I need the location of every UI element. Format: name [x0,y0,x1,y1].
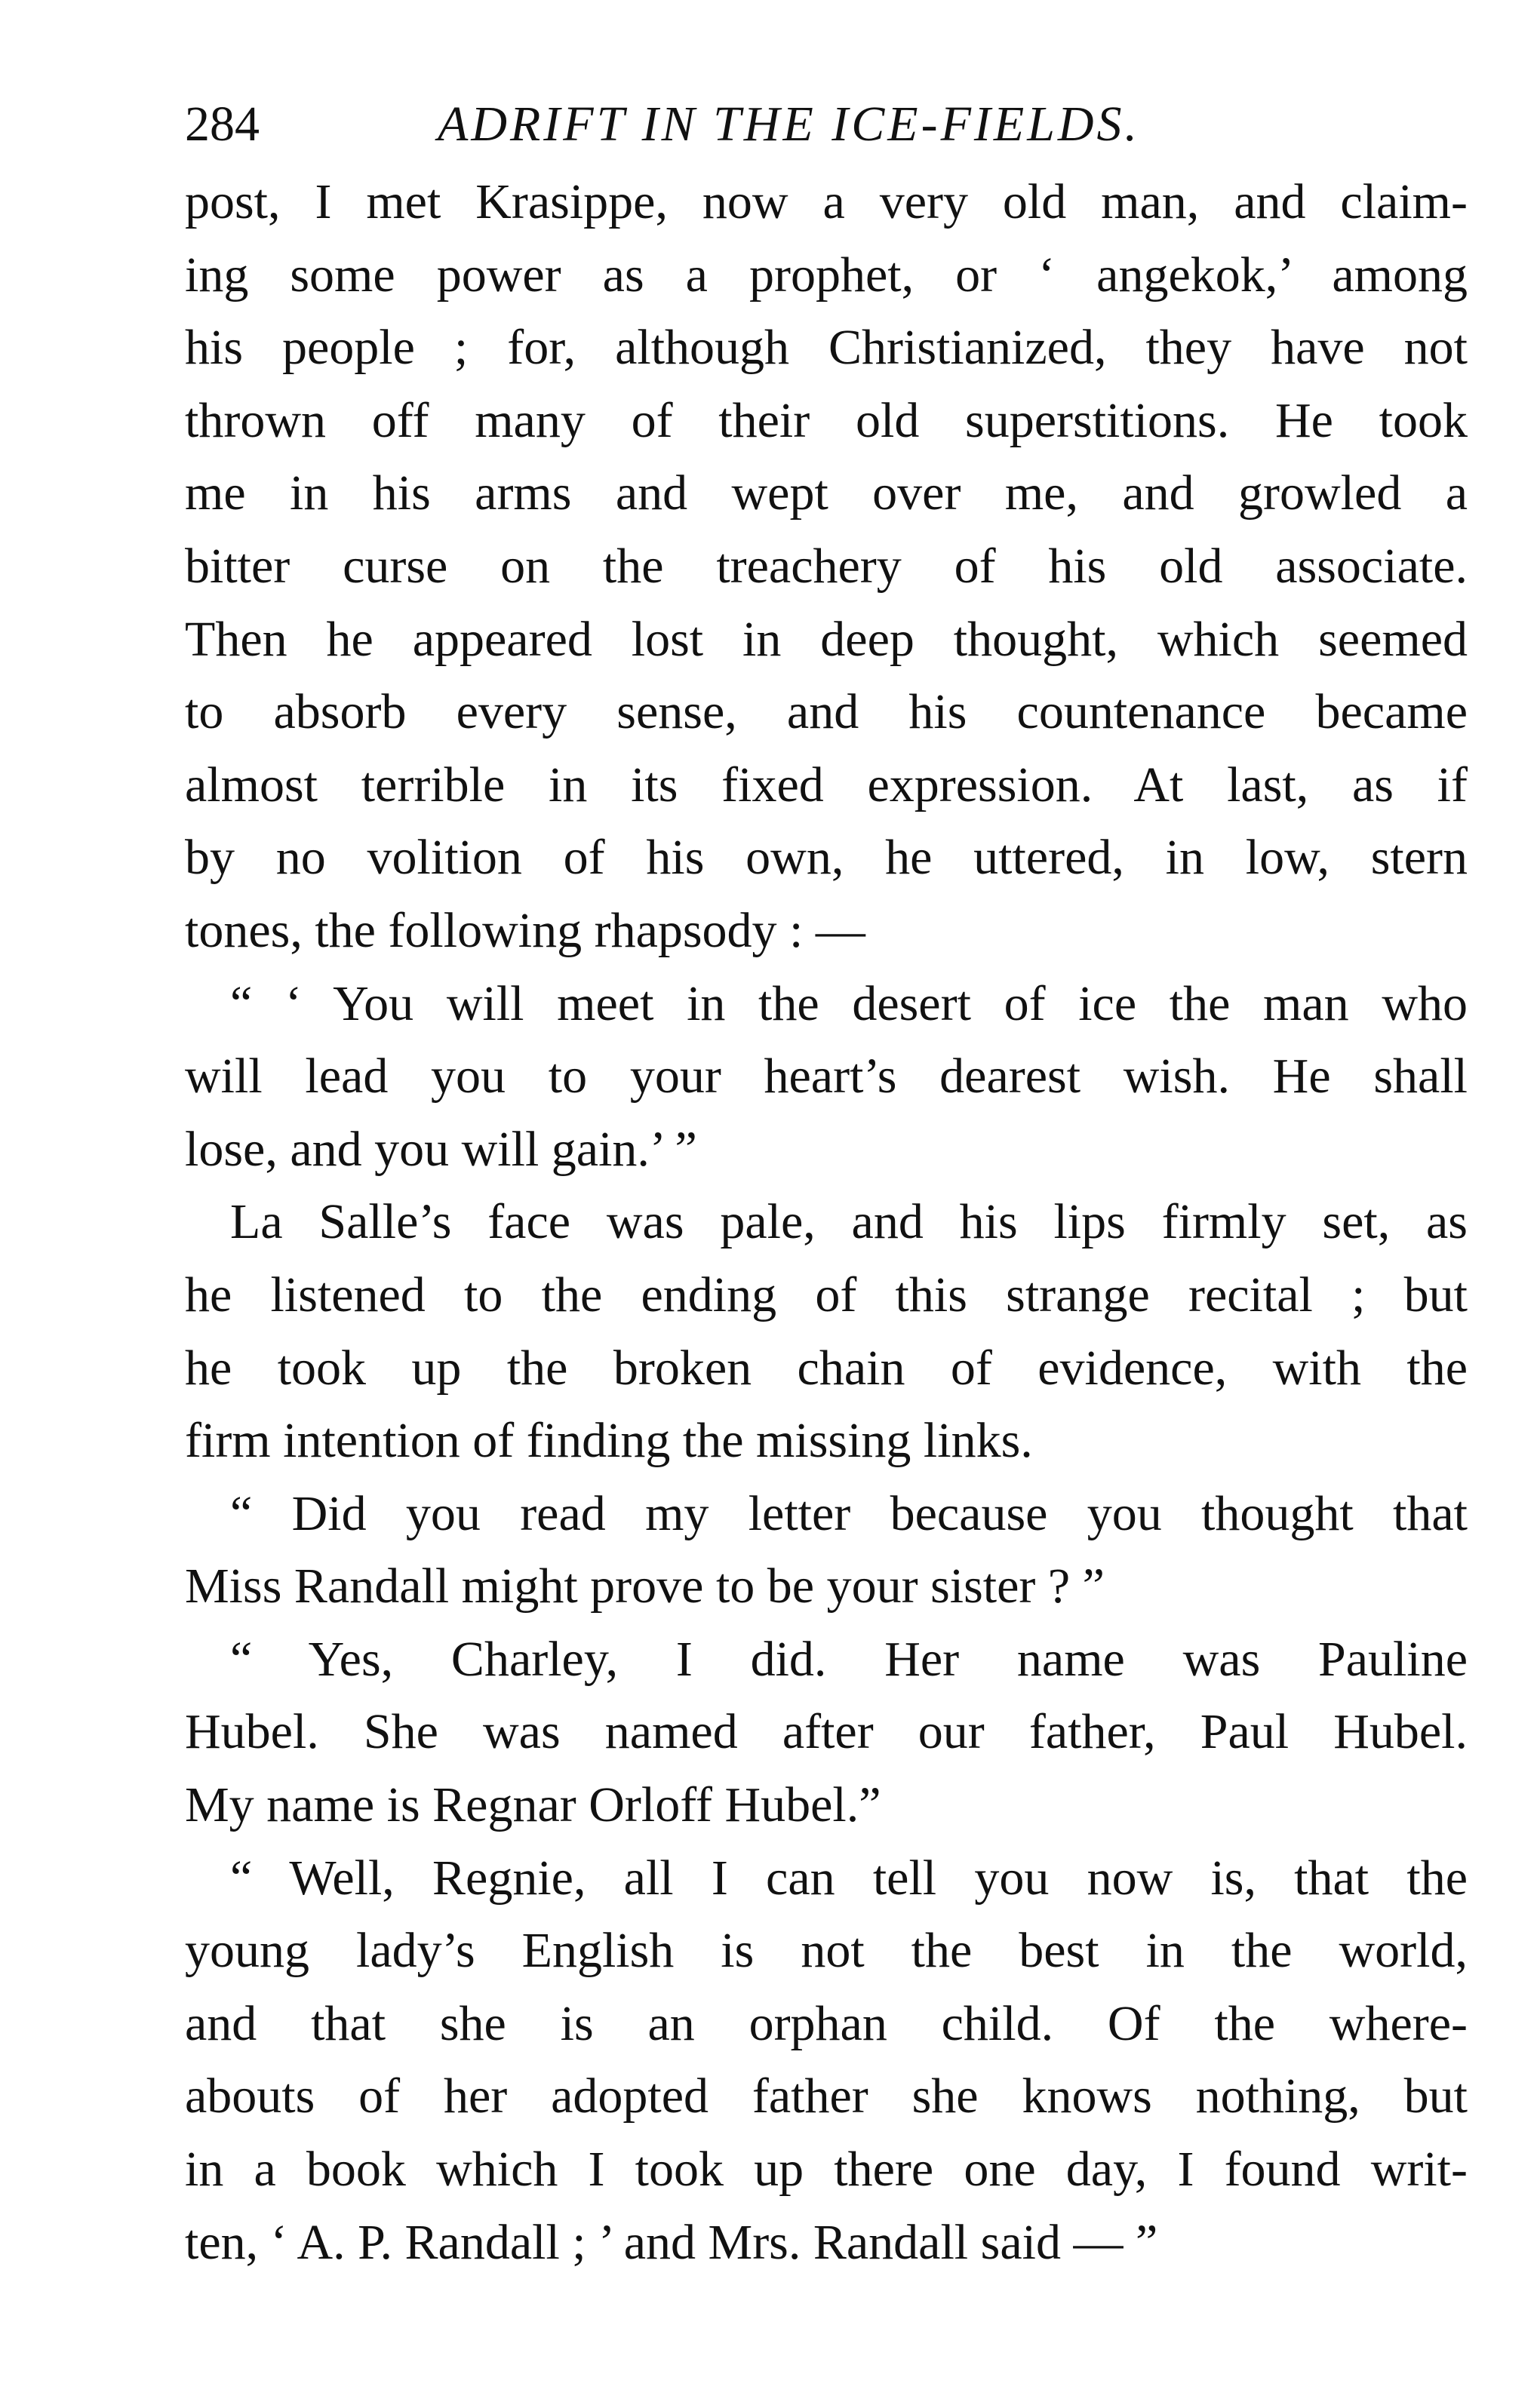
text-line: ten, ‘ A. P. Randall ; ’ and Mrs. Randall said — ” [185,2214,1158,2270]
text-line: lose, and you will gain.’ ” [185,1121,697,1177]
text-line: firm intention of finding the missing links. [185,1413,1033,1469]
text-line: “ Well, Regnie, all I can tell you now is, that the [230,1850,1468,1906]
text-line: tones, the following rhapsody : — [185,902,865,958]
text-line: in a book which I took up there one day, I found writ- [185,2142,1468,2198]
text-line: me in his arms and wept over me, and growled a [185,465,1468,521]
page-number: 284 [185,97,260,152]
text-line: almost terrible in its fixed expression. At last, as if [185,757,1468,812]
text-line: La Salle’s face was pale, and his lips firmly set, as [230,1194,1468,1250]
text-line: ing some power as a prophet, or ‘ angekok,’ among [185,247,1468,303]
text-line: Miss Randall might prove to be your sister ? ” [185,1559,1105,1614]
text-line: young lady’s English is not the best in the world, [185,1923,1468,1979]
body-text [185,166,1468,2279]
book-page [185,83,1468,2279]
text-line: My name is Regnar Orloff Hubel.” [185,1777,881,1833]
running-head [185,83,1468,166]
text-line: thrown off many of their old superstitions. He took [185,392,1468,448]
text-line: he listened to the ending of this strange recital ; but [185,1267,1468,1322]
text-line: bitter curse on the treachery of his old associate. [185,538,1468,594]
text-line: Then he appeared lost in deep thought, which seemed [185,611,1468,667]
text-line: “ Did you read my letter because you thought that [230,1485,1468,1541]
text-line: he took up the broken chain of evidence, with the [185,1340,1468,1396]
text-line: his people ; for, although Christianized, they have not [185,320,1468,376]
text-line: Hubel. She was named after our father, Paul Hubel. [185,1704,1468,1760]
text-line: to absorb every sense, and his countenance became [185,684,1468,740]
text-line: abouts of her adopted father she knows nothing, but [185,2069,1468,2124]
text-line: post, I met Krasippe, now a very old man, and claim- [185,174,1468,229]
text-line: “ Yes, Charley, I did. Her name was Pauline [230,1631,1468,1687]
text-line: “ ‘ You will meet in the desert of ice the man who [230,975,1468,1031]
text-line: by no volition of his own, he uttered, in low, stern [185,830,1468,886]
text-line: and that she is an orphan child. Of the where- [185,1995,1468,2051]
running-title: ADRIFT IN THE ICE-FIELDS. [438,97,1141,152]
text-line: will lead you to your heart’s dearest wish. He shall [185,1049,1468,1104]
